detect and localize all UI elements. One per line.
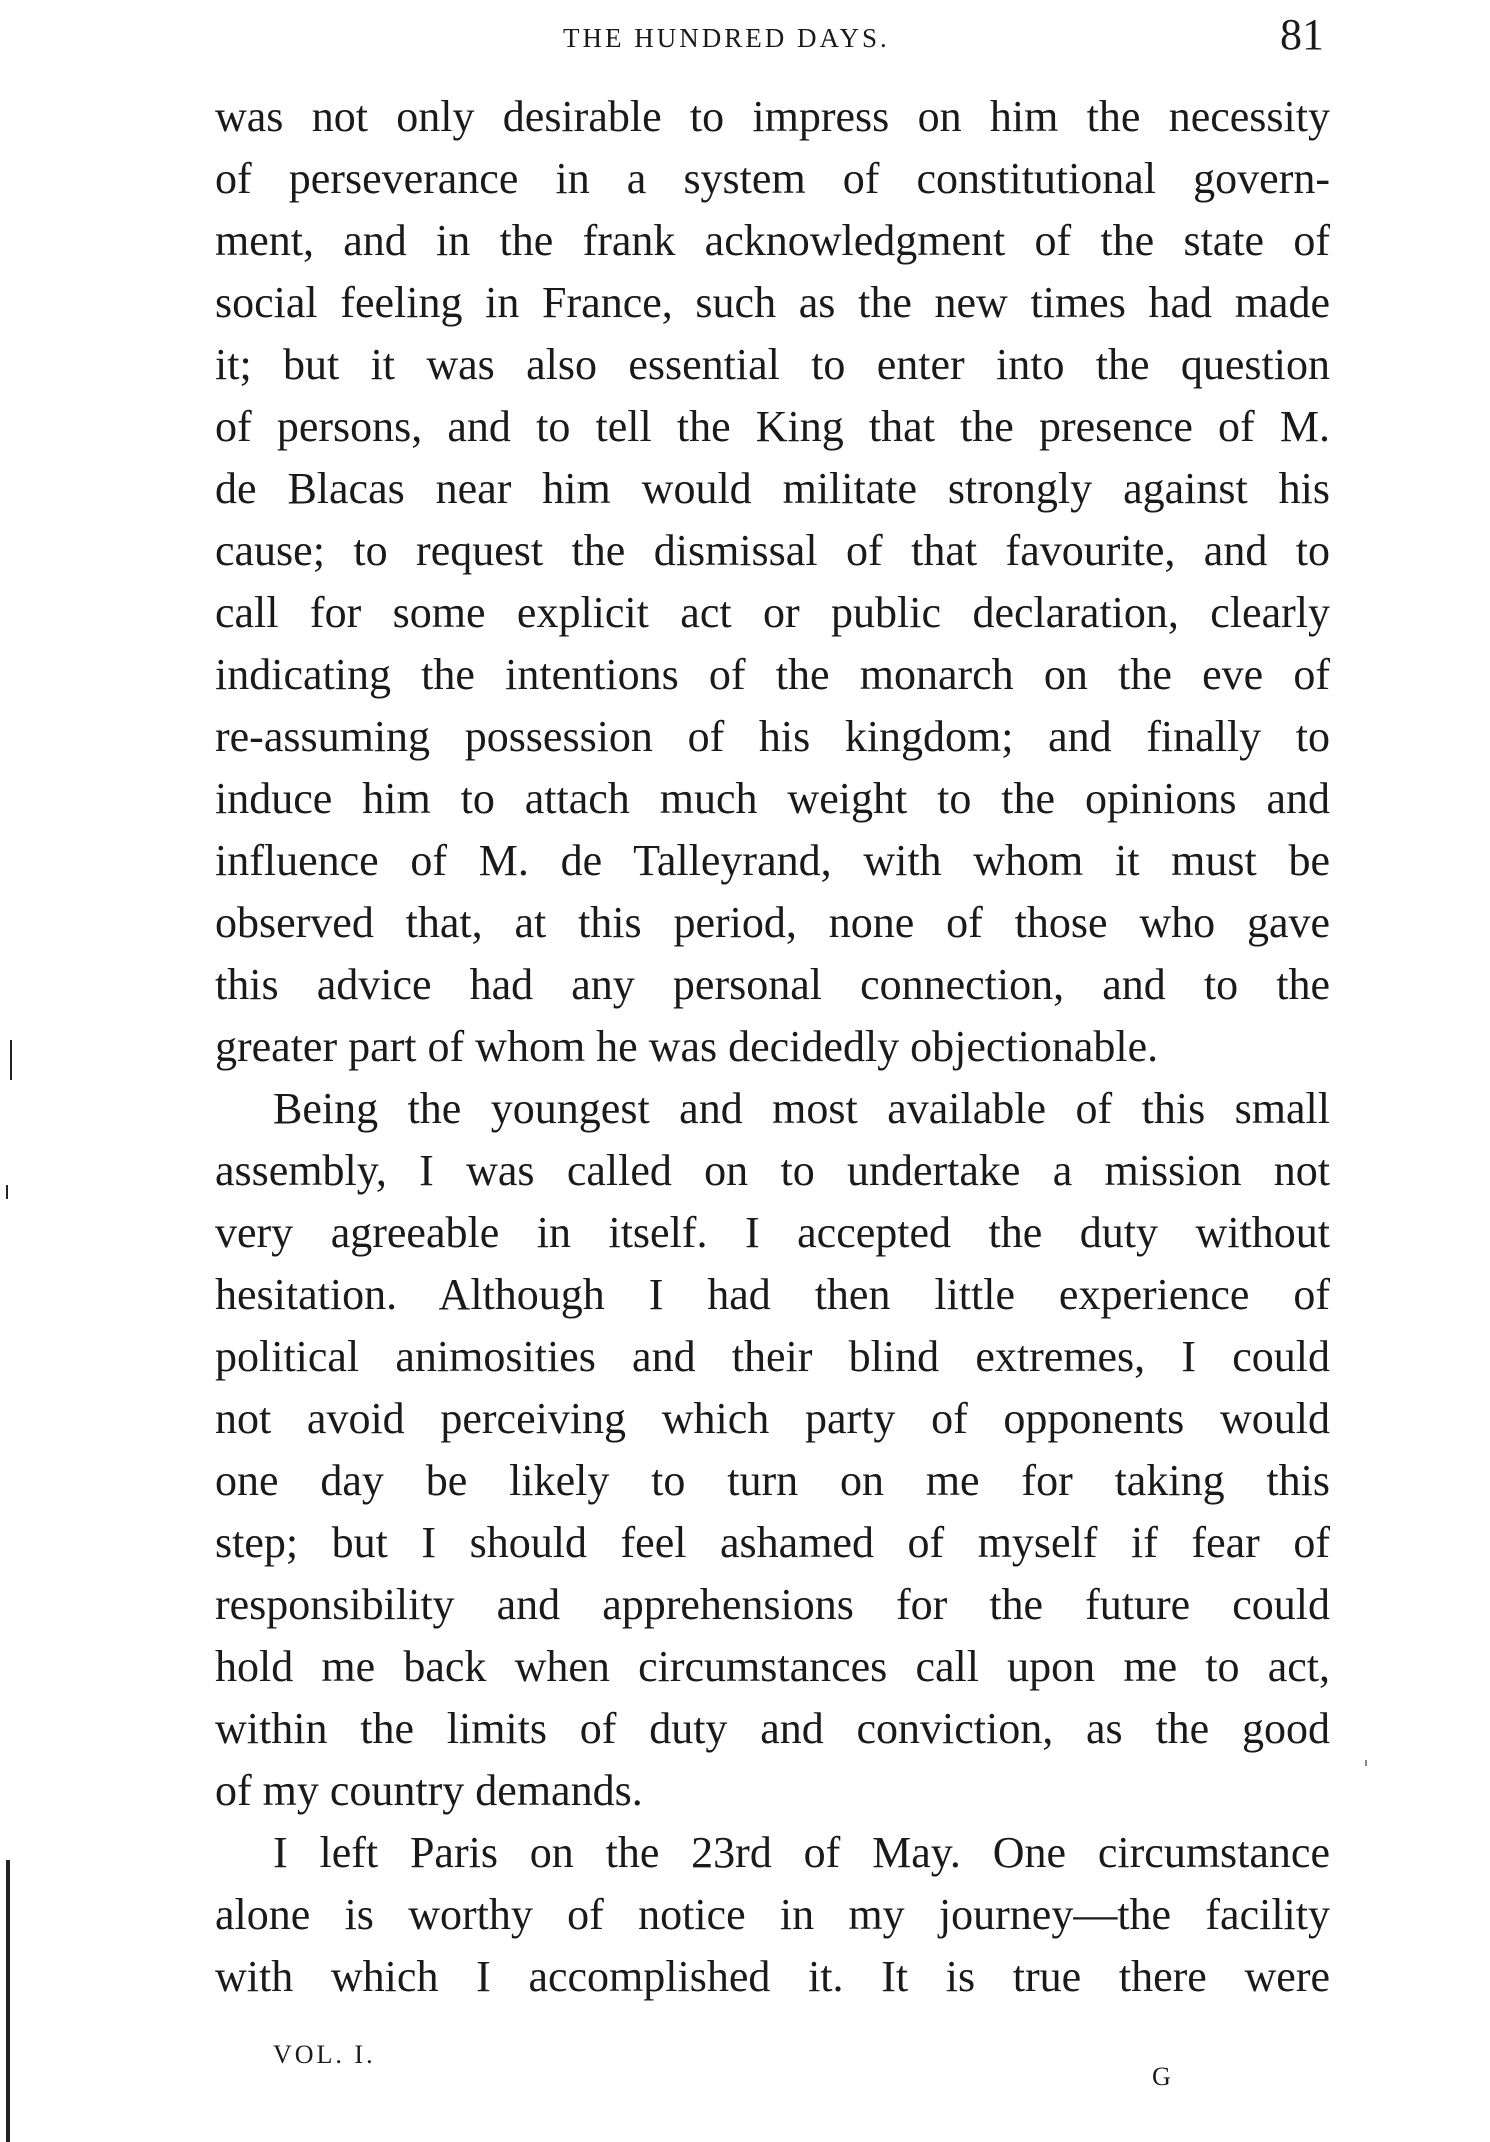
paragraph (215, 1822, 1330, 2008)
text-line: indicating the intentions of the monarch on the eve of (215, 650, 1330, 699)
paragraph (215, 1078, 1330, 1822)
body-text (215, 86, 1330, 2008)
text-line: of perseverance in a system of constitutional govern- (215, 154, 1330, 203)
paragraph (215, 86, 1330, 1078)
text-line: one day be likely to turn on me for taking this (215, 1456, 1330, 1505)
text-line: with which I accomplished it. It is true there were (215, 1952, 1330, 2001)
text-line: assembly, I was called on to undertake a mission not (215, 1146, 1330, 1195)
text-line: Being the youngest and most available of this small (273, 1084, 1330, 1133)
text-line: hesitation. Although I had then little experience of (215, 1270, 1330, 1319)
scan-edge-mark (6, 1185, 8, 1199)
text-line: social feeling in France, such as the new times had made (215, 278, 1330, 327)
text-line: not avoid perceiving which party of opponents would (215, 1394, 1330, 1443)
text-line: alone is worthy of notice in my journey—the facility (215, 1890, 1330, 1939)
volume-signature: VOL. I. (273, 2040, 376, 2069)
text-line: within the limits of duty and conviction, as the good (215, 1704, 1330, 1753)
text-line: induce him to attach much weight to the opinions and (215, 774, 1330, 823)
text-line: was not only desirable to impress on him the necessity (215, 92, 1330, 141)
text-line: cause; to request the dismissal of that favourite, and to (215, 526, 1330, 575)
text-line: influence of M. de Talleyrand, with whom it must be (215, 836, 1330, 885)
text-line: responsibility and apprehensions for the future could (215, 1580, 1330, 1629)
text-line: of my country demands. (215, 1766, 643, 1815)
text-line: political animosities and their blind extremes, I could (215, 1332, 1330, 1381)
scan-edge-mark (10, 1040, 12, 1080)
text-line: step; but I should feel ashamed of myself if fear of (215, 1518, 1330, 1567)
text-line: observed that, at this period, none of those who gave (215, 898, 1330, 947)
text-line: call for some explicit act or public declaration, clearly (215, 588, 1330, 637)
text-line: this advice had any personal connection, and to the (215, 960, 1330, 1009)
text-line: it; but it was also essential to enter into the question (215, 340, 1330, 389)
text-line: very agreeable in itself. I accepted the duty without (215, 1208, 1330, 1257)
printer-signature-mark: G (1152, 2062, 1171, 2091)
text-line: I left Paris on the 23rd of May. One circumstance (273, 1828, 1330, 1877)
text-line: de Blacas near him would militate strongly against his (215, 464, 1330, 513)
text-line: re-assuming possession of his kingdom; and finally to (215, 712, 1330, 761)
scan-edge-mark (6, 1860, 10, 2142)
text-line: greater part of whom he was decidedly objectionable. (215, 1022, 1159, 1071)
page-number: 81 (1280, 10, 1324, 59)
scan-edge-mark (1365, 1760, 1367, 1766)
page-header (0, 10, 1490, 66)
text-line: ment, and in the frank acknowledgment of the state of (215, 216, 1330, 265)
text-line: hold me back when circumstances call upon me to act, (215, 1642, 1330, 1691)
text-line: of persons, and to tell the King that the presence of M. (215, 402, 1330, 451)
running-title: THE HUNDRED DAYS. (563, 23, 890, 53)
